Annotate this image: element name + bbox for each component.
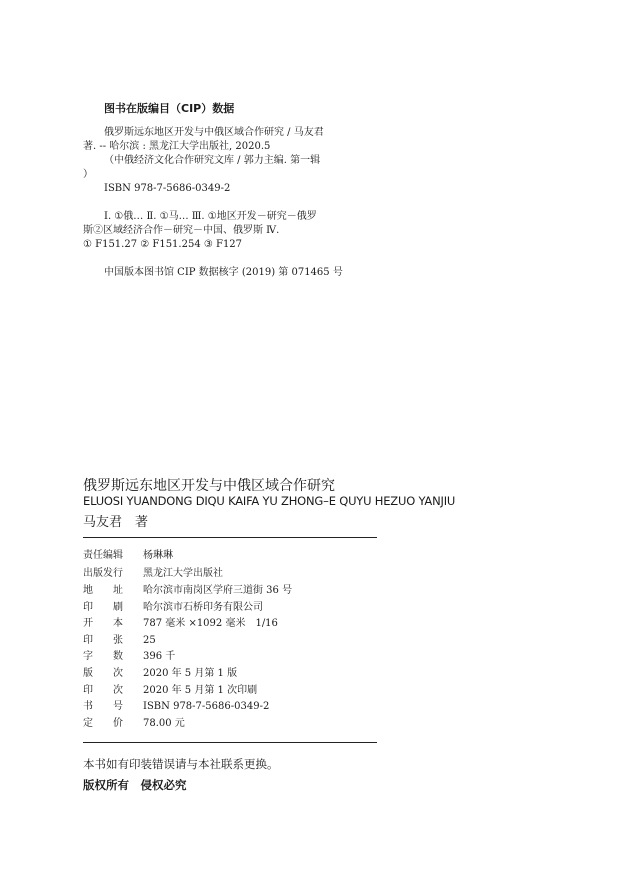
spec-value: 787 毫米 ×1092 毫米 1/16: [143, 618, 278, 629]
print-error-notice: 本书如有印装错误请与本社联系更换。: [83, 757, 279, 771]
cip-line: Ⅰ. ①俄… Ⅱ. ①马… Ⅲ. ①地区开发－研究－俄罗: [104, 211, 317, 222]
cip-line: 俄罗斯远东地区开发与中俄区域合作研究 / 马友君: [104, 127, 324, 138]
spec-row: [83, 567, 223, 581]
spec-row: [83, 549, 173, 563]
book-title: 俄罗斯远东地区开发与中俄区域合作研究: [83, 478, 335, 494]
spec-value: 396 千: [143, 651, 176, 662]
spec-row: [83, 617, 278, 631]
spec-label: 字 数: [83, 651, 123, 662]
copyright-notice: 版权所有 侵权必究: [83, 778, 187, 792]
spec-label: 开 本: [83, 618, 123, 629]
spec-label: 印 刷: [83, 602, 123, 613]
spec-label: 印 次: [83, 685, 123, 696]
spec-label: 印 张: [83, 635, 123, 646]
spec-value: 杨琳琳: [143, 550, 173, 561]
cip-record-number: 中国版本图书馆 CIP 数据核字 (2019) 第 071465 号: [104, 267, 343, 278]
cip-line: 著. -- 哈尔滨 : 黑龙江大学出版社, 2020.5: [83, 141, 271, 152]
spec-row: [83, 684, 257, 698]
spec-row: [83, 700, 269, 714]
cip-line: （中俄经济文化合作研究文库 / 郭力主编. 第一辑: [104, 155, 321, 166]
book-author: 马友君 著: [83, 515, 149, 530]
book-pinyin: ELUOSI YUANDONG DIQU KAIFA YU ZHONG–E QUYU HEZUO YANJIU: [83, 494, 456, 508]
cip-line: ）: [83, 169, 93, 180]
spec-row: [83, 601, 263, 615]
spec-value: 2020 年 5 月第 1 版: [143, 668, 238, 679]
spec-value: 78.00 元: [143, 718, 185, 729]
cip-isbn: ISBN 978-7-5686-0349-2: [104, 183, 231, 194]
spec-value: ISBN 978-7-5686-0349-2: [143, 701, 270, 712]
spec-label: 书 号: [83, 701, 123, 712]
spec-row: [83, 584, 292, 598]
spec-value: 25: [143, 635, 156, 646]
spec-label: 地 址: [83, 585, 123, 596]
spec-row: [83, 634, 156, 648]
spec-label: 责任编辑: [83, 550, 123, 561]
cip-line: 斯②区域经济合作－研究－中国、俄罗斯 Ⅳ.: [83, 225, 280, 236]
spec-row: [83, 650, 175, 664]
spec-value: 哈尔滨市南岗区学府三道街 36 号: [143, 585, 293, 596]
spec-row: [83, 667, 237, 681]
cip-heading: 图书在版编目（CIP）数据: [104, 102, 235, 115]
spec-label: 定 价: [83, 718, 123, 729]
divider-top: [83, 537, 377, 538]
spec-value: 哈尔滨市石桥印务有限公司: [143, 602, 263, 613]
spec-label: 出版发行: [83, 568, 123, 579]
cip-line: ① F151.27 ② F151.254 ③ F127: [83, 239, 243, 250]
spec-value: 黑龙江大学出版社: [143, 568, 223, 579]
divider-bottom: [83, 742, 377, 743]
spec-label: 版 次: [83, 668, 123, 679]
spec-row: [83, 717, 185, 731]
spec-value: 2020 年 5 月第 1 次印刷: [143, 685, 258, 696]
